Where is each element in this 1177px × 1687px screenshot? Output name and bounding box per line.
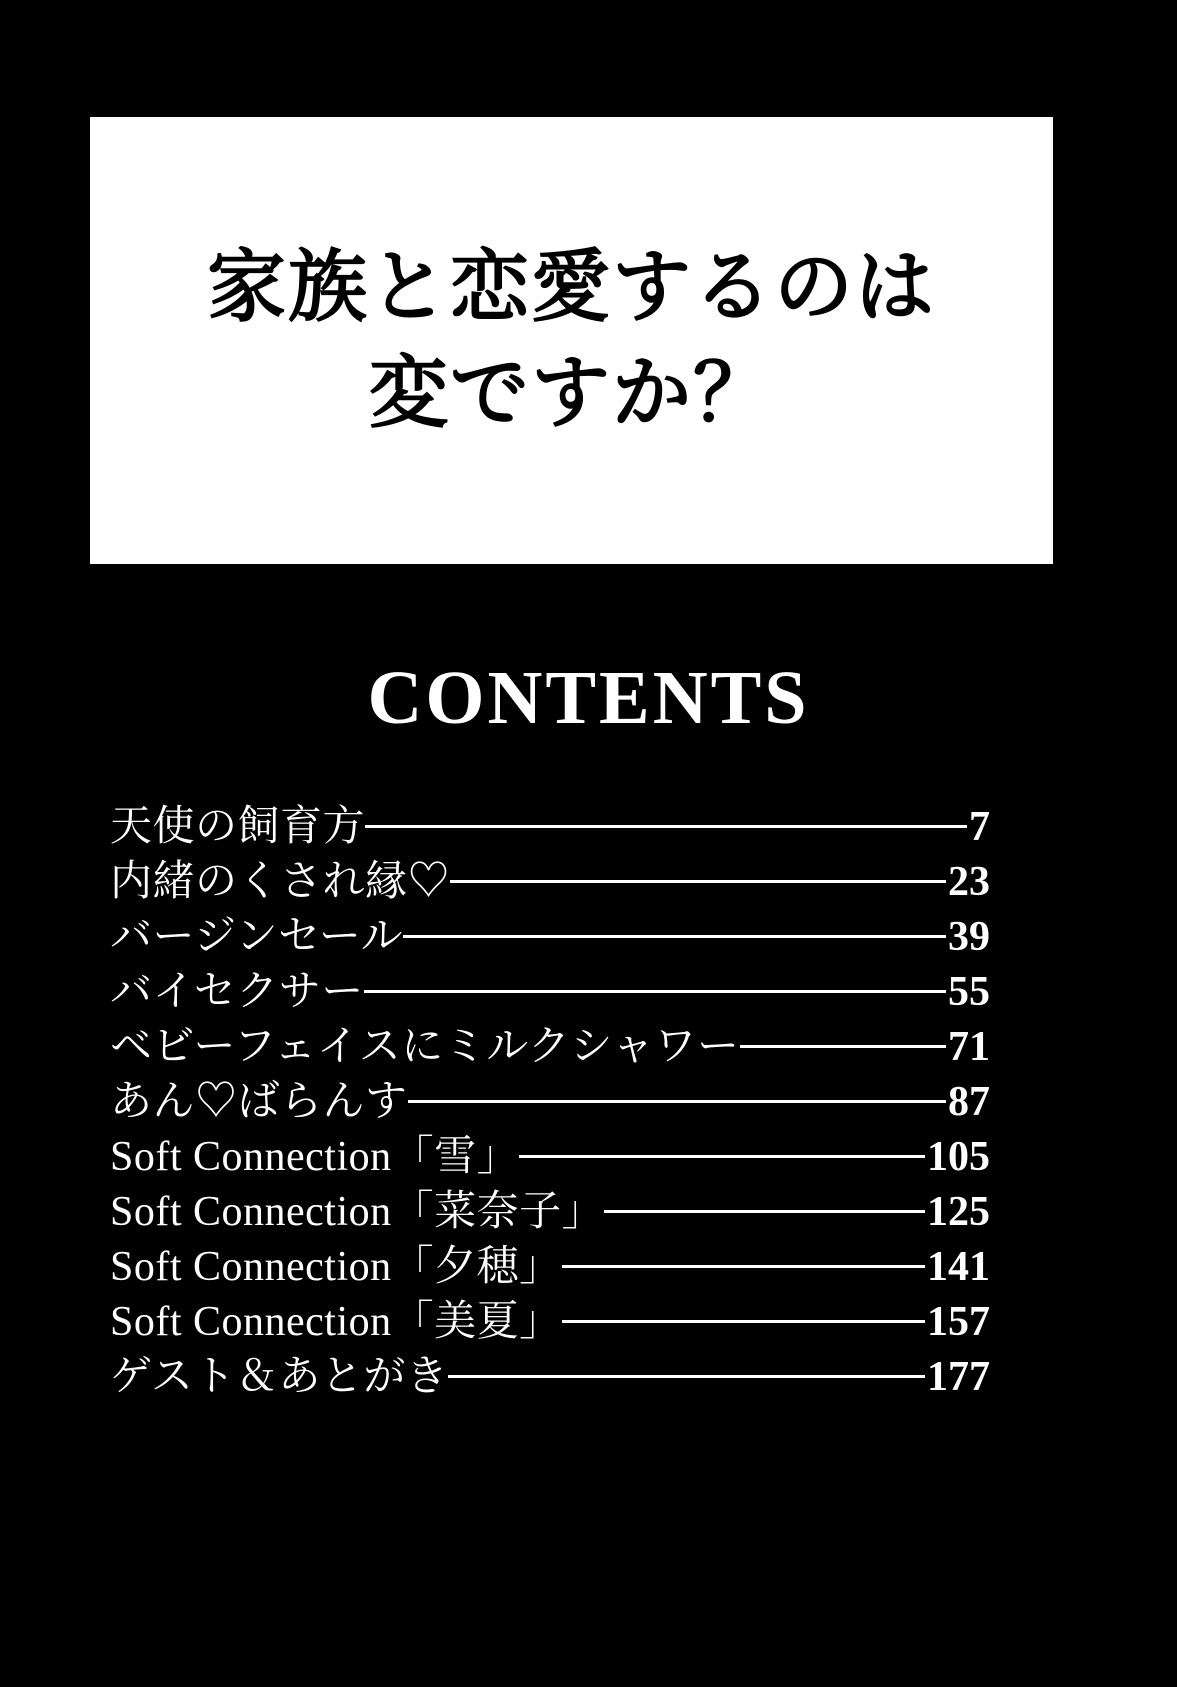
toc-entry-title: Soft Connection「美夏」	[110, 1299, 562, 1345]
list-item[interactable]	[110, 903, 990, 958]
list-item[interactable]	[110, 848, 990, 903]
list-item[interactable]	[110, 1013, 990, 1068]
table-of-contents	[110, 793, 990, 1398]
list-item[interactable]	[110, 1068, 990, 1123]
toc-entry-title: 内緒のくされ縁♡	[110, 859, 451, 905]
toc-entry-title: バージンセール	[110, 914, 404, 960]
list-item[interactable]	[110, 958, 990, 1013]
toc-leader-line	[448, 1375, 925, 1378]
toc-entry-page: 39	[948, 914, 990, 960]
toc-entry-page: 157	[927, 1299, 990, 1345]
toc-entry-page: 23	[948, 859, 990, 905]
contents-heading: CONTENTS	[367, 656, 810, 740]
title-plate	[90, 117, 1053, 564]
toc-entry-page: 87	[948, 1079, 990, 1125]
toc-entry-page: 141	[927, 1244, 990, 1290]
toc-leader-line	[562, 1265, 925, 1268]
list-item[interactable]	[110, 1288, 990, 1343]
toc-entry-page: 7	[969, 804, 990, 850]
toc-leader-line	[562, 1320, 925, 1323]
toc-leader-line	[450, 880, 946, 883]
toc-entry-page: 105	[927, 1134, 990, 1180]
toc-entry-page: 177	[927, 1354, 990, 1400]
toc-entry-title: あん♡ばらんす	[110, 1079, 408, 1125]
toc-leader-line	[519, 1155, 925, 1158]
list-item[interactable]	[110, 1233, 990, 1288]
list-item[interactable]	[110, 793, 990, 848]
list-item[interactable]	[110, 1343, 990, 1398]
toc-entry-title: Soft Connection「菜奈子」	[110, 1189, 605, 1235]
toc-leader-line	[408, 1100, 946, 1103]
list-item[interactable]	[110, 1178, 990, 1233]
toc-entry-title: ゲスト＆あとがき	[110, 1354, 449, 1400]
toc-entry-title: ベビーフェイスにミルクシャワー	[110, 1024, 740, 1070]
toc-entry-title: 天使の飼育方	[110, 804, 366, 850]
toc-entry-title: Soft Connection「夕穂」	[110, 1244, 562, 1290]
toc-entry-title: バイセクサー	[110, 969, 364, 1015]
toc-leader-line	[364, 990, 946, 993]
toc-leader-line	[365, 825, 967, 828]
toc-entry-title: Soft Connection「雪」	[110, 1134, 520, 1180]
toc-leader-line	[403, 935, 946, 938]
list-item[interactable]	[110, 1123, 990, 1178]
title-line-1: 家族と恋愛するのは	[207, 240, 936, 333]
toc-entry-page: 55	[948, 969, 990, 1015]
toc-entry-page: 71	[948, 1024, 990, 1070]
toc-leader-line	[740, 1045, 946, 1048]
toc-leader-line	[604, 1210, 925, 1213]
toc-entry-page: 125	[927, 1189, 990, 1235]
title-line-2: 変ですか？	[369, 346, 774, 439]
